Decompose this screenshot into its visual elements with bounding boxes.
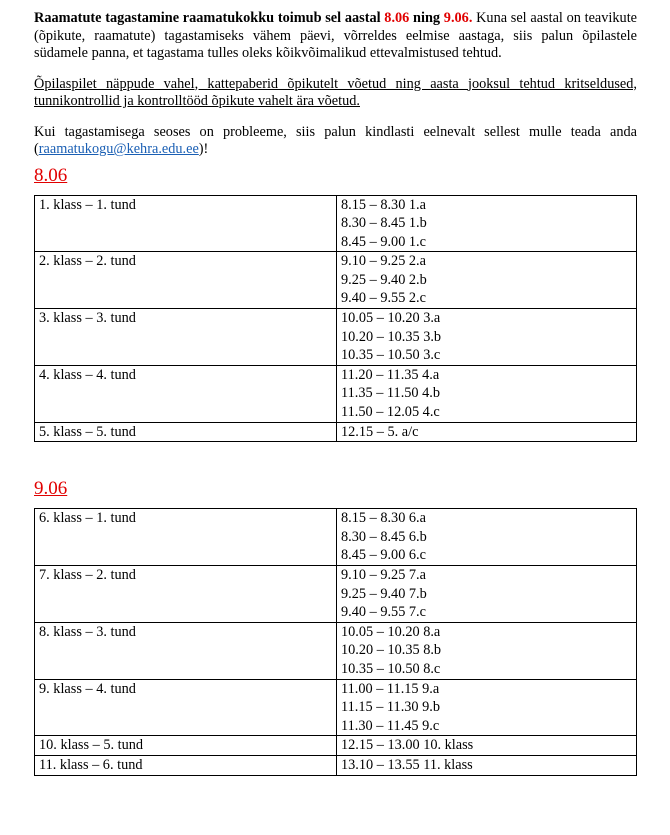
- table-row: [35, 755, 637, 775]
- time-slot: 10.05 – 10.20 3.a: [341, 310, 441, 327]
- time-slot: 10.35 – 10.50 3.c: [341, 347, 441, 364]
- time-slots-cell: [337, 736, 637, 756]
- time-slot: 9.40 – 9.55 2.c: [341, 290, 426, 307]
- time-slots-cell: [337, 679, 637, 736]
- day1-schedule-table: [34, 195, 637, 443]
- time-slots-cell: [337, 566, 637, 623]
- time-slot: 8.15 – 8.30 6.a: [341, 510, 426, 527]
- table-row: [35, 622, 637, 679]
- email-link[interactable]: raamatukogu@kehra.edu.ee: [38, 141, 199, 157]
- time-slot: 9.25 – 9.40 7.b: [341, 585, 427, 602]
- table-row: [35, 252, 637, 309]
- table-row: [35, 566, 637, 623]
- day2-schedule-table: [34, 508, 637, 775]
- time-slot: 11.50 – 12.05 4.c: [341, 404, 440, 421]
- time-slot: 12.15 – 13.00 10. klass: [341, 737, 474, 754]
- time-slots-cell: [337, 509, 637, 566]
- time-slot: 9.10 – 9.25 7.a: [341, 567, 426, 583]
- intro-paragraph: [34, 10, 637, 63]
- contact-paragraph: [34, 124, 637, 159]
- table-row: [35, 679, 637, 736]
- time-slots-cell: [337, 422, 637, 442]
- time-slots-cell: [337, 365, 637, 422]
- time-slot: 11.00 – 11.15 9.a: [341, 680, 440, 697]
- class-lesson-cell: 9. klass – 4. tund: [35, 679, 337, 736]
- time-slot: 8.30 – 8.45 1.b: [341, 215, 427, 232]
- time-slots-cell: [337, 195, 637, 252]
- intro-date-1: 8.06: [384, 10, 410, 26]
- table-row: [35, 509, 637, 566]
- intro-conjunction: ning: [413, 10, 441, 26]
- notice-paragraph: Õpilaspilet näppude vahel, kattepaberid õpikutelt võetud ning aasta jooksul tehtud kritseldused, tunnikontrollid ja kontrolltööd õpikute vahelt ära võetud.: [34, 75, 637, 109]
- table-row: [35, 309, 637, 366]
- time-slots-cell: [337, 252, 637, 309]
- class-lesson-cell: 7. klass – 2. tund: [35, 566, 337, 623]
- time-slot: 11.30 – 11.45 9.c: [341, 717, 440, 734]
- time-slot: 12.15 – 5. a/c: [341, 423, 419, 440]
- intro-rest: Kuna sel aastal on teavikute (õpikute, raamatute) tagastamiseks vähem päevi, võrreldes eelmise aastaga, siis palun õpilastele südamele panna, et tagastama tulles oleks kõikvõimalikud ettevalmistused tehtud.: [34, 10, 638, 61]
- time-slot: 8.15 – 8.30 1.a: [341, 196, 426, 213]
- table-row: [35, 365, 637, 422]
- time-slot: 8.45 – 9.00 1.c: [341, 233, 426, 250]
- time-slots-cell: [337, 755, 637, 775]
- time-slot: 11.35 – 11.50 4.b: [341, 385, 441, 402]
- time-slot: 13.10 – 13.55 11. klass: [341, 756, 473, 773]
- table-row: [35, 422, 637, 442]
- contact-after: )!: [198, 141, 209, 157]
- intro-date-2: 9.06.: [443, 10, 473, 26]
- intro-bold-text: Raamatute tagastamine raamatukokku toimub sel aastal: [34, 10, 381, 26]
- time-slot: 11.15 – 11.30 9.b: [341, 699, 441, 716]
- class-lesson-cell: 2. klass – 2. tund: [35, 252, 337, 309]
- class-lesson-cell: 3. klass – 3. tund: [35, 309, 337, 366]
- time-slot: 9.40 – 9.55 7.c: [341, 604, 426, 621]
- time-slot: 8.45 – 9.00 6.c: [341, 547, 426, 564]
- time-slot: 10.20 – 10.35 3.b: [341, 328, 442, 345]
- day1-heading: 8.06: [34, 164, 68, 186]
- class-lesson-cell: 10. klass – 5. tund: [35, 736, 337, 756]
- day2-heading: 9.06: [34, 478, 68, 500]
- class-lesson-cell: 1. klass – 1. tund: [35, 195, 337, 252]
- time-slot: 10.35 – 10.50 8.c: [341, 660, 441, 677]
- class-lesson-cell: 4. klass – 4. tund: [35, 365, 337, 422]
- time-slots-cell: [337, 622, 637, 679]
- time-slot: 9.25 – 9.40 2.b: [341, 271, 427, 288]
- contact-before: Kui tagastamisega seoses on probleeme, siis palun kindlasti eelnevalt sellest mulle teada anda (: [34, 123, 637, 157]
- time-slot: 8.30 – 8.45 6.b: [341, 528, 427, 545]
- class-lesson-cell: 6. klass – 1. tund: [35, 509, 337, 566]
- class-lesson-cell: 5. klass – 5. tund: [35, 422, 337, 442]
- time-slot: 9.10 – 9.25 2.a: [341, 253, 426, 270]
- table-row: [35, 736, 637, 756]
- time-slot: 10.20 – 10.35 8.b: [341, 642, 442, 659]
- time-slot: 10.05 – 10.20 8.a: [341, 623, 441, 640]
- class-lesson-cell: 11. klass – 6. tund: [35, 755, 337, 775]
- table-row: [35, 195, 637, 252]
- class-lesson-cell: 8. klass – 3. tund: [35, 622, 337, 679]
- time-slots-cell: [337, 309, 637, 366]
- time-slot: 11.20 – 11.35 4.a: [341, 366, 440, 383]
